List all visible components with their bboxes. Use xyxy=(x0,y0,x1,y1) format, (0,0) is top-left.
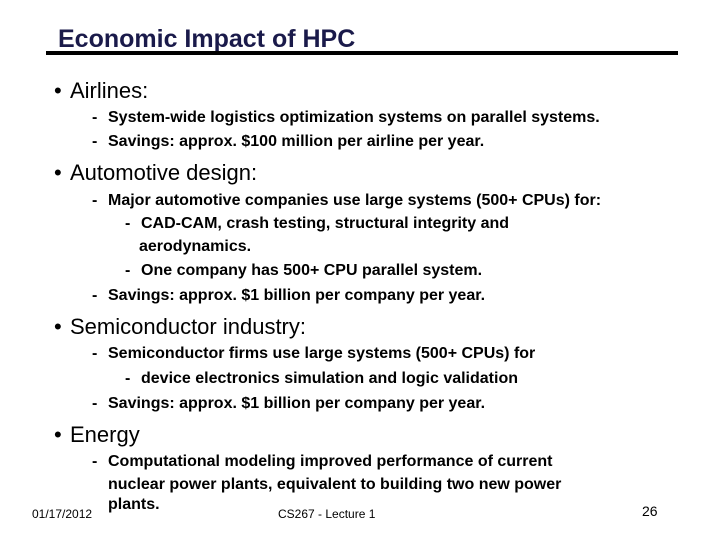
sub-item-text: device electronics simulation and logic validation xyxy=(141,370,518,387)
footer-date: 01/17/2012 xyxy=(32,507,93,521)
bullet-marker: • xyxy=(54,160,62,185)
bullet-automotive xyxy=(54,160,257,186)
sub-item xyxy=(92,133,484,151)
page-number: 26 xyxy=(642,503,658,519)
dash-marker: - xyxy=(125,262,131,279)
sub-item xyxy=(92,109,600,127)
dash-marker: - xyxy=(92,192,98,209)
slide-title: Economic Impact of HPC xyxy=(58,25,356,53)
sub-item xyxy=(92,453,553,471)
bullet-heading: Airlines: xyxy=(70,78,149,103)
sub-item-text: One company has 500+ CPU parallel system. xyxy=(141,262,483,279)
footer-course: CS267 - Lecture 1 xyxy=(278,507,376,521)
sub-item-continuation: plants. xyxy=(108,496,160,513)
sub-item xyxy=(92,287,485,305)
sub-item xyxy=(92,395,485,413)
bullet-semiconductor xyxy=(54,314,306,340)
dash-marker: - xyxy=(92,133,98,150)
sub-sub-item xyxy=(125,262,482,280)
dash-marker: - xyxy=(92,287,98,304)
sub-item-text: Computational modeling improved performance of current xyxy=(108,453,553,470)
sub-sub-item xyxy=(125,215,509,233)
sub-sub-item xyxy=(125,370,518,388)
bullet-heading: Energy xyxy=(70,422,140,447)
sub-item-text: CAD-CAM, crash testing, structural integrity and xyxy=(141,215,510,232)
bullet-heading: Semiconductor industry: xyxy=(70,314,306,339)
sub-item xyxy=(92,192,601,210)
dash-marker: - xyxy=(92,395,98,412)
dash-marker: - xyxy=(125,370,131,387)
sub-item xyxy=(92,345,535,363)
bullet-airlines xyxy=(54,78,148,104)
title-underline xyxy=(46,51,678,55)
sub-item-text: Major automotive companies use large systems (500+ CPUs) for: xyxy=(108,192,602,209)
sub-item-text: Savings: approx. $1 billion per company per year. xyxy=(108,395,486,412)
bullet-heading: Automotive design: xyxy=(70,160,258,185)
sub-item-text: Savings: approx. $1 billion per company per year. xyxy=(108,287,486,304)
sub-item-text: System-wide logistics optimization systems on parallel systems. xyxy=(108,109,600,126)
dash-marker: - xyxy=(92,453,98,470)
bullet-marker: • xyxy=(54,314,62,339)
bullet-marker: • xyxy=(54,422,62,447)
sub-item-text: Semiconductor firms use large systems (500+ CPUs) for xyxy=(108,345,536,362)
sub-item-text: Savings: approx. $100 million per airline per year. xyxy=(108,133,485,150)
dash-marker: - xyxy=(92,109,98,126)
bullet-marker: • xyxy=(54,78,62,103)
dash-marker: - xyxy=(125,215,131,232)
bullet-energy xyxy=(54,422,140,448)
sub-item-continuation: aerodynamics. xyxy=(139,238,252,255)
dash-marker: - xyxy=(92,345,98,362)
sub-item-continuation: nuclear power plants, equivalent to building two new power xyxy=(108,476,562,493)
